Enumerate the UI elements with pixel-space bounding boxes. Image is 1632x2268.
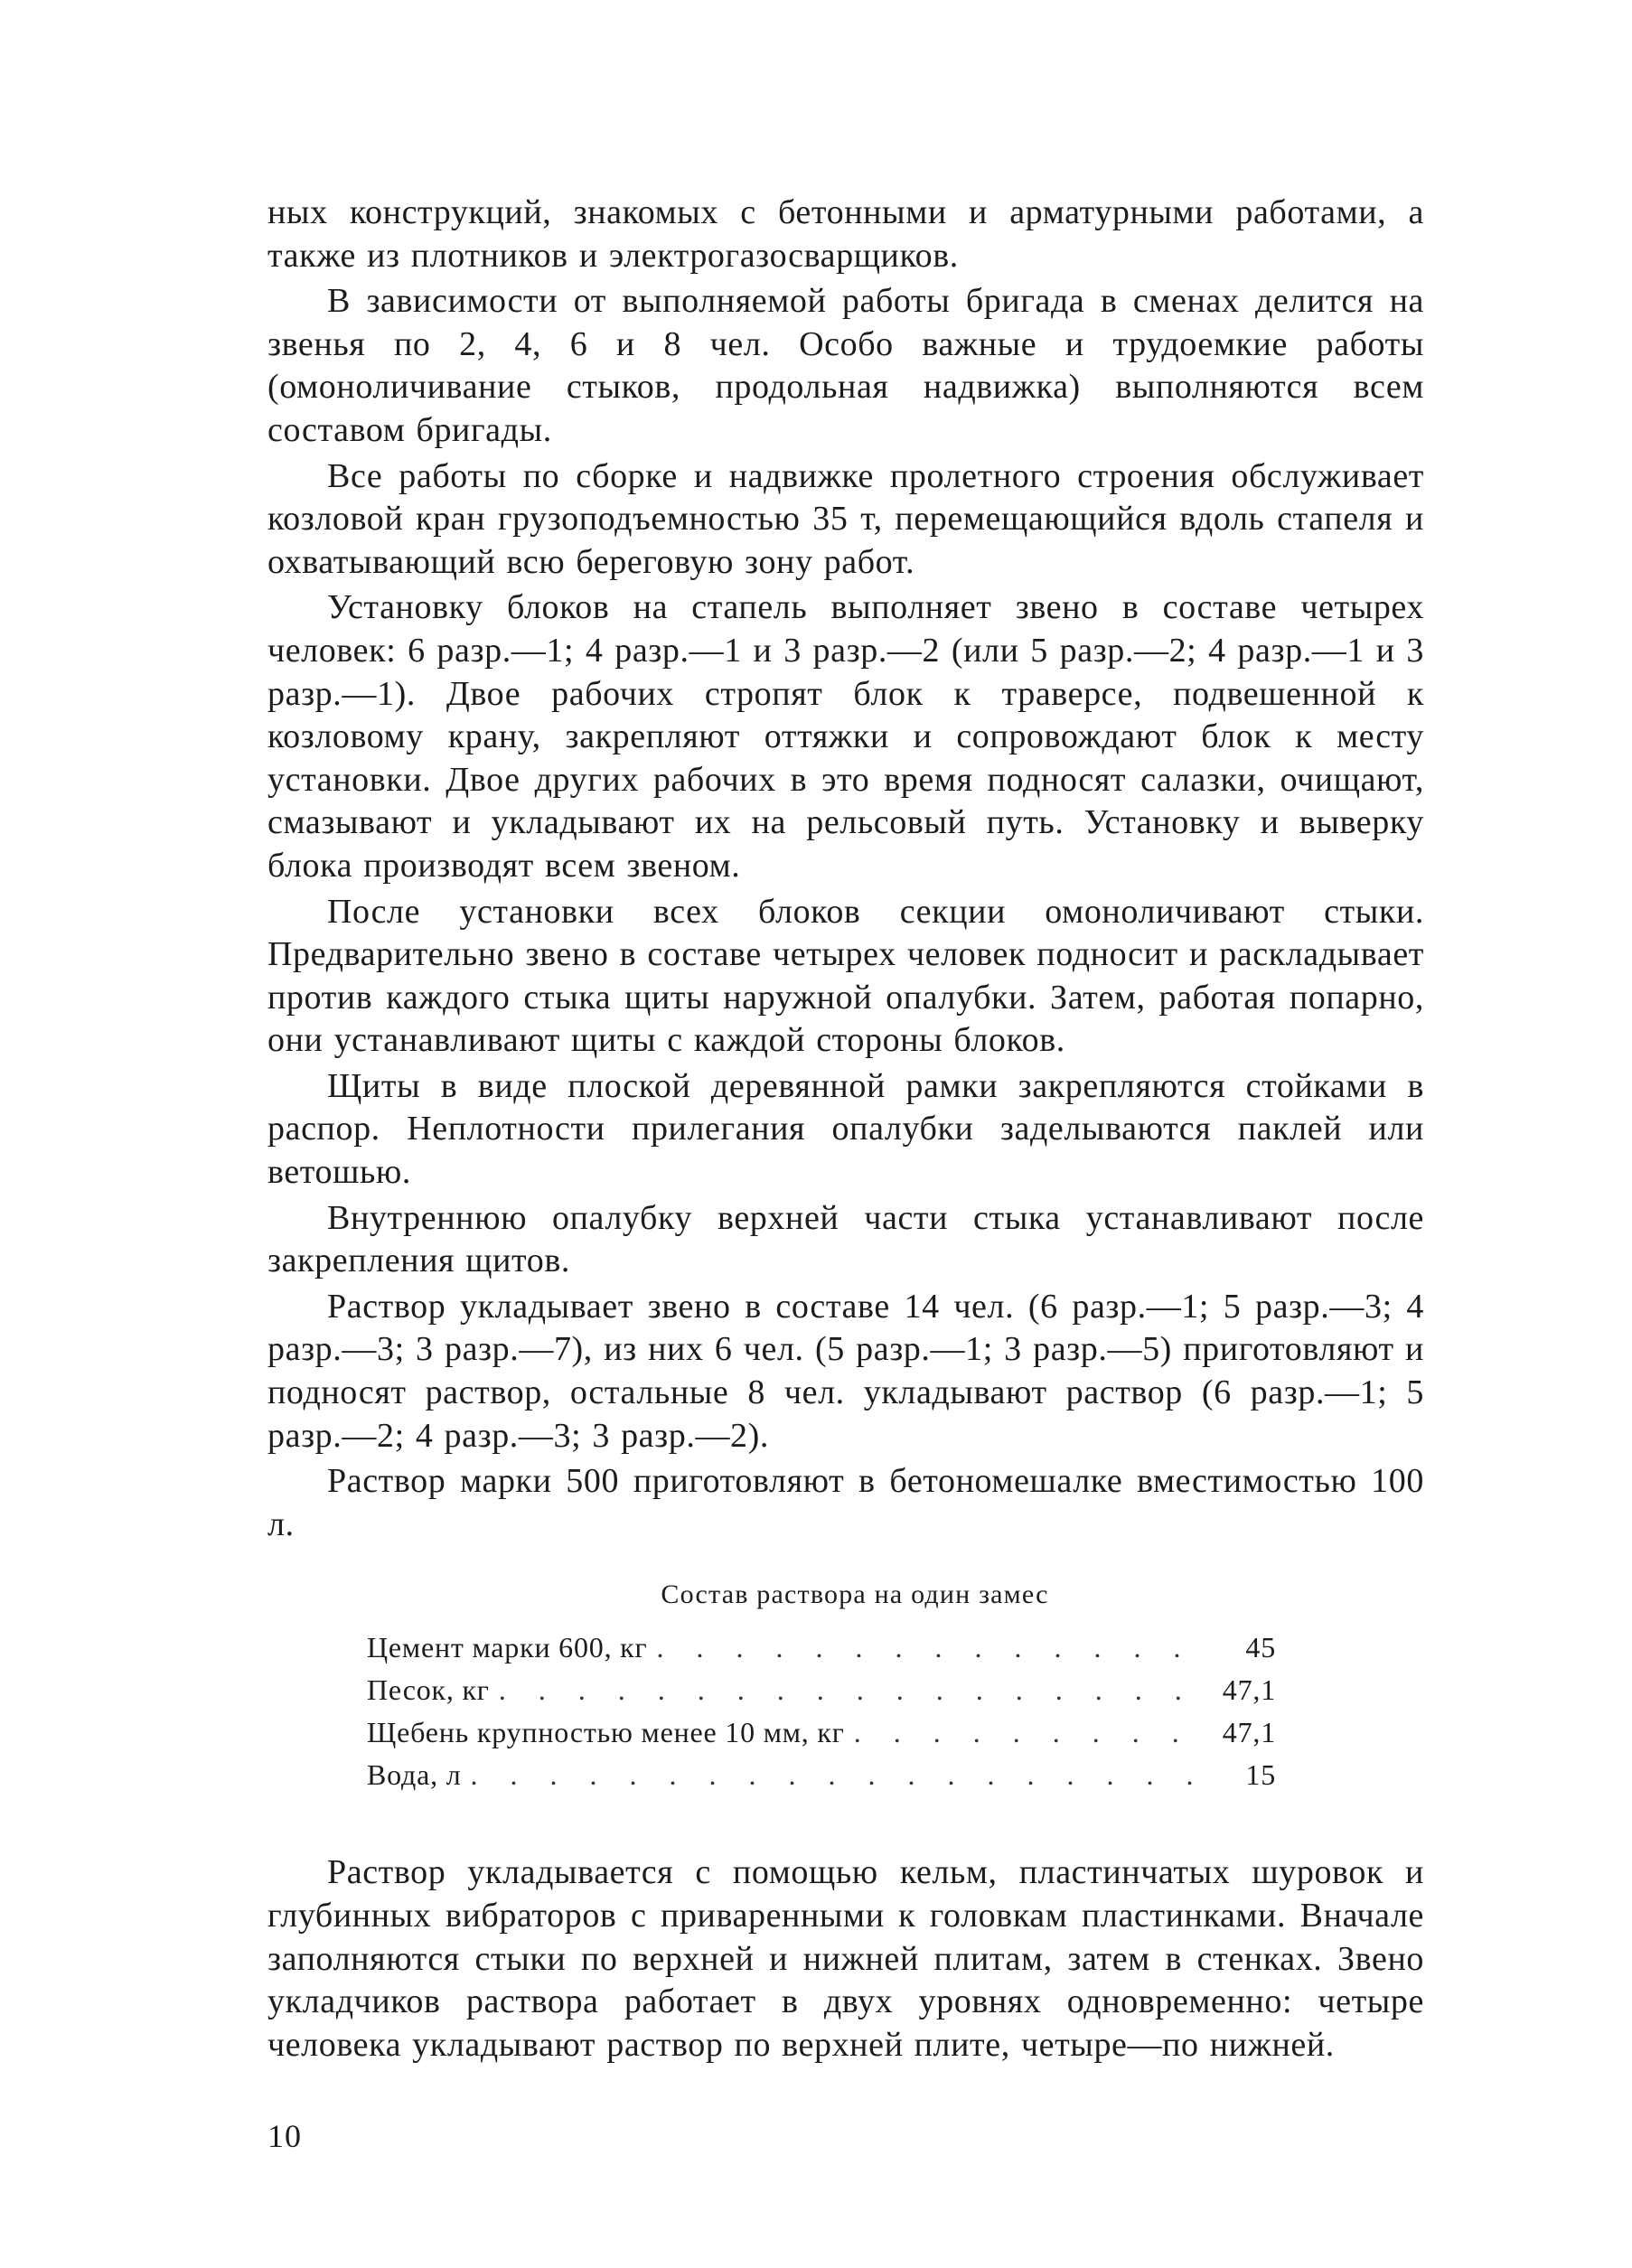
dot-leader xyxy=(854,1716,1200,1749)
dot-leader xyxy=(499,1673,1200,1707)
row-label: Вода, л xyxy=(367,1758,462,1792)
table-rows xyxy=(367,1631,1276,1801)
paragraph: В зависимости от выполняемой работы бригада в сменах делится на звенья по 2, 4, 6 и 8 чел. Особо важные и трудоемкие работы (омоноличивание стыков, продольная надвижка) выполняются всем составом бригады. xyxy=(267,282,1424,449)
row-label: Щебень крупностью менее 10 мм, кг xyxy=(367,1716,845,1749)
dot-leader xyxy=(656,1631,1200,1664)
row-value: 47,1 xyxy=(1222,1716,1276,1749)
paragraph: Все работы по сборке и надвижке пролетного строения обслуживает козловой кран грузоподъемностью 35 т, перемещающийся вдоль стапеля и охватывающий всю береговую зону работ. xyxy=(267,456,1424,581)
row-value: 15 xyxy=(1245,1758,1276,1792)
paragraph: Раствор укладывается с помощью кельм, пластинчатых шуровок и глубинных вибраторов с приваренными к головкам пластинками. Вначале заполняются стыки по верхней и нижней плитам, затем в стенках. Звено укладчиков раствора работает в двух уровнях одновременно: четыре человека укладывают раствор по верхней плите, четыре—по нижней. xyxy=(267,1853,1424,2064)
row-value: 45 xyxy=(1245,1631,1276,1664)
table-row xyxy=(367,1758,1276,1801)
text-section-top xyxy=(267,192,1424,1546)
table-row xyxy=(367,1631,1276,1673)
paragraph: После установки всех блоков секции омоноличивают стыки. Предварительно звено в составе четырех человек подносит и раскладывает против каждого стыка щиты наружной опалубки. Затем, работая попарно, они устанавливают щиты с каждой стороны блоков. xyxy=(267,892,1424,1060)
paragraph: Раствор марки 500 приготовляют в бетономешалке вместимостью 100 л. xyxy=(267,1462,1424,1543)
dot-leader xyxy=(470,1758,1200,1792)
table-title: Состав раствора на один замес xyxy=(661,1579,1049,1610)
page-number: 10 xyxy=(267,2118,302,2154)
row-label: Песок, кг xyxy=(367,1673,490,1707)
paragraph: ных конструкций, знакомых с бетонными и арматурными работами, а также из плотников и электрогазосварщиков. xyxy=(267,193,1424,275)
row-label: Цемент марки 600, кг xyxy=(367,1631,648,1664)
table-row xyxy=(367,1716,1276,1758)
paragraph: Установку блоков на стапель выполняет звено в составе четырех человек: 6 разр.—1; 4 разр.—1 и 3 разр.—2 (или 5 разр.—2; 4 разр.—1 и 3 разр.—1). Двое рабочих стропят блок к траверсе, подвешенной к козловому крану, закрепляют оттяжки и сопровождают блок к месту установки. Двое других рабочих в это время подносят салазки, очищают, смазывают и укладывают их на рельсовый путь. Установку и выверку блока производят всем звеном. xyxy=(267,588,1424,885)
text-section-bottom xyxy=(267,1851,1424,2067)
paragraph: Щиты в виде плоской деревянной рамки закрепляются стойками в распор. Неплотности прилегания опалубки заделываются паклей или ветошью. xyxy=(267,1066,1424,1192)
mix-composition-table xyxy=(267,1577,1424,1801)
paragraph: Раствор укладывает звено в составе 14 чел. (6 разр.—1; 5 разр.—3; 4 разр.—3; 3 разр.—7), из них 6 чел. (5 разр.—1; 3 разр.—5) приготовляют и подносят раствор, остальные 8 чел. укладывают раствор (6 разр.—1; 5 разр.—2; 4 разр.—3; 3 разр.—2). xyxy=(267,1287,1424,1455)
page-body xyxy=(267,192,1424,2067)
paragraph: Внутреннюю опалубку верхней части стыка устанавливают после закрепления щитов. xyxy=(267,1198,1424,1280)
row-value: 47,1 xyxy=(1222,1673,1276,1707)
table-row xyxy=(367,1673,1276,1716)
